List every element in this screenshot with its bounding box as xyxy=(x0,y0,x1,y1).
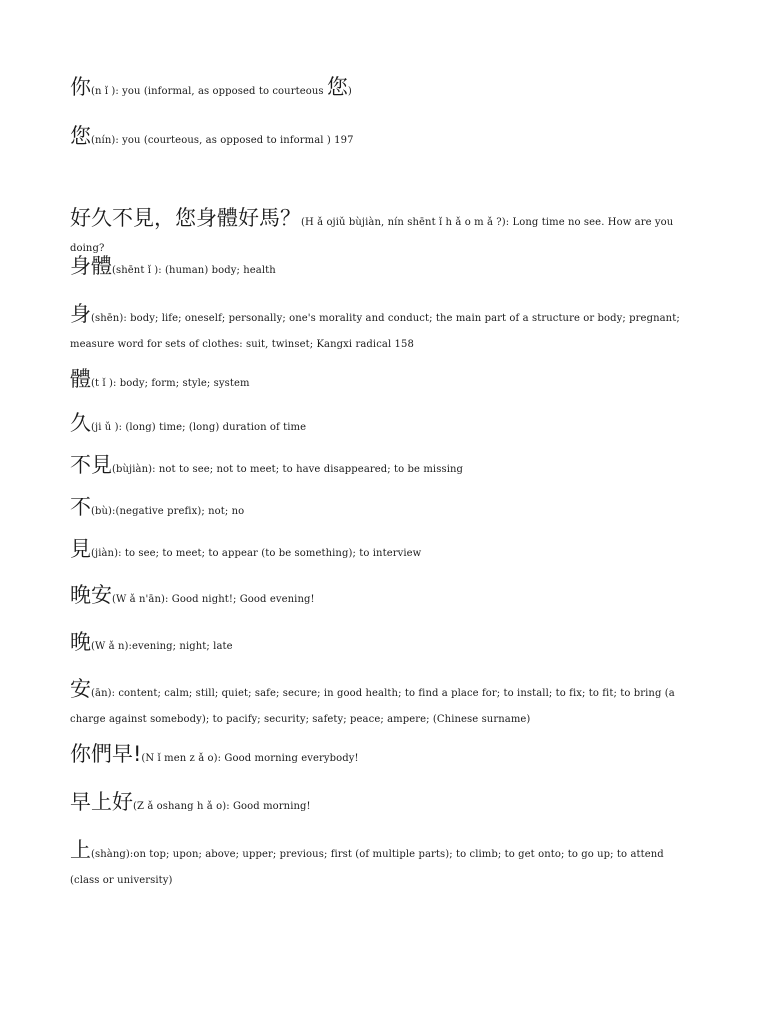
hanzi-term: 不 xyxy=(70,495,91,519)
definition-text: ) xyxy=(347,86,352,97)
entry-wanan xyxy=(70,584,690,611)
definition-text: (bùjiàn): not to see; not to meet; to have disappeared; to be missing xyxy=(112,464,464,475)
entry-nimen-zao xyxy=(70,743,690,770)
entry-an xyxy=(70,678,690,731)
hanzi-term: 久 xyxy=(70,411,91,435)
entry-wan xyxy=(70,631,690,658)
entry-jian xyxy=(70,538,690,565)
hanzi-term: 您 xyxy=(70,124,91,148)
entry-bujian xyxy=(70,454,690,481)
hanzi-term: 你們早! xyxy=(70,742,142,766)
entry-bu xyxy=(70,496,690,523)
definition-text: (bù):(negative prefix); not; no xyxy=(91,506,245,517)
definition-text: (W ǎ n'ān): Good night!; Good evening! xyxy=(112,594,315,605)
definition-text: (shēnt ǐ ): (human) body; health xyxy=(112,265,276,276)
entry-zaoshang-hao xyxy=(70,791,690,818)
entry-jiu xyxy=(70,412,690,439)
definition-text: (Z ǎ oshang h ǎ o): Good morning! xyxy=(133,801,311,812)
hanzi-term: 早上好 xyxy=(70,790,133,814)
definition-text: (shēn): body; life; oneself; personally; one's morality and conduct; the main part of a structure or body; pregnant; measure word for sets of clothes: suit, twinset; Kangxi radical 158 xyxy=(70,313,680,350)
definition-text: (n ǐ ): you (informal, as opposed to courteous xyxy=(91,86,327,97)
definition-text: (ji ǔ ): (long) time; (long) duration of time xyxy=(91,422,307,433)
definition-text: (shàng):on top; upon; above; upper; previous; first (of multiple parts); to climb; to get onto; to go up; to attend (class or university) xyxy=(70,849,664,886)
hanzi-term: 見 xyxy=(70,537,91,561)
definition-text: (ān): content; calm; still; quiet; safe; secure; in good health; to find a place for; to install; to fix; to fit; to bring (a charge against somebody); to pacify; security; safety; peace; ampere; (Chinese surname) xyxy=(70,688,675,725)
hanzi-term: 安 xyxy=(70,677,91,701)
hanzi-term: 您 xyxy=(326,75,348,99)
entry-ti xyxy=(70,368,690,395)
definition-text: (nín): you (courteous, as opposed to informal ) 197 xyxy=(91,135,354,146)
hanzi-term: 好久不見，您身體好馬？ xyxy=(70,206,301,230)
hanzi-term: 體 xyxy=(70,367,91,391)
definition-text: (t ǐ ): body; form; style; system xyxy=(91,378,250,389)
definition-text: (jiàn): to see; to meet; to appear (to be something); to interview xyxy=(91,548,422,559)
hanzi-term: 上 xyxy=(70,838,91,862)
entry-nin xyxy=(70,125,690,152)
hanzi-term: 晚 xyxy=(70,630,91,654)
definition-text: (N ǐ men z ǎ o): Good morning everybody! xyxy=(141,753,359,764)
entry-shenti xyxy=(70,255,690,282)
hanzi-term: 你 xyxy=(70,75,91,99)
definition-text: (H ǎ ojiǔ bùjiàn, nín shēnt ǐ h ǎ o m ǎ ?): Long time no see. How are you doing? xyxy=(70,217,674,254)
entry-ni xyxy=(70,76,690,103)
entry-shang xyxy=(70,839,690,892)
entry-shen xyxy=(70,303,690,356)
hanzi-term: 不見 xyxy=(70,453,112,477)
hanzi-term: 晚安 xyxy=(70,583,112,607)
hanzi-term: 身體 xyxy=(70,254,112,278)
hanzi-term: 身 xyxy=(70,302,91,326)
entry-long-time-no-see xyxy=(70,207,710,260)
definition-text: (W ǎ n):evening; night; late xyxy=(91,641,233,652)
